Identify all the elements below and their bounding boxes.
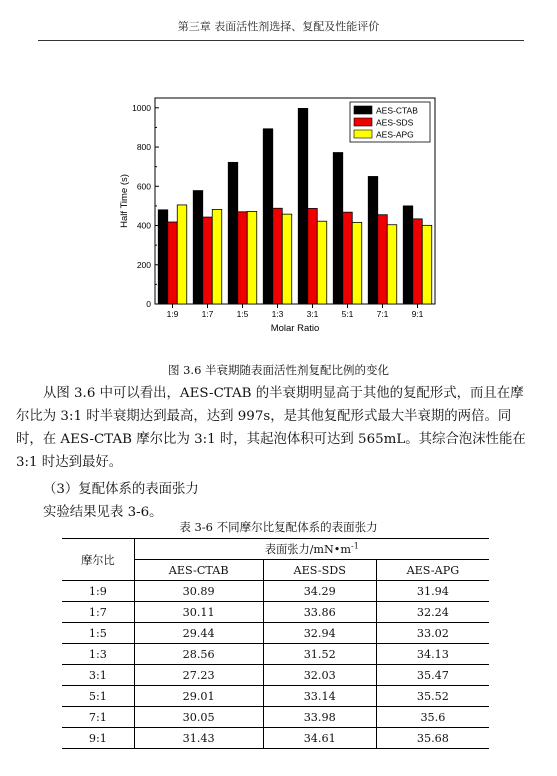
table-cell: 27.23: [134, 665, 263, 686]
table-cell: 29.44: [134, 623, 263, 644]
table-cell-ratio: 9:1: [62, 728, 134, 749]
column-header: AES-APG: [376, 560, 489, 581]
legend-swatch: [354, 130, 372, 138]
bar: [263, 129, 273, 304]
table-cell: 32.03: [263, 665, 376, 686]
y-axis-label: Half Time (s): [119, 174, 130, 228]
table-cell: 33.02: [376, 623, 489, 644]
legend-label: AES-APG: [376, 129, 414, 140]
bar: [273, 208, 283, 304]
table-cell-ratio: 1:7: [62, 602, 134, 623]
x-tick-label: 7:1: [376, 309, 389, 319]
bar: [333, 153, 343, 304]
table-row: [62, 623, 489, 644]
x-tick-label: 1:3: [271, 309, 284, 319]
bar: [378, 215, 388, 304]
column-header: AES-SDS: [263, 560, 376, 581]
table-row: [62, 644, 489, 665]
table-cell: 31.43: [134, 728, 263, 749]
x-tick-label: 5:1: [341, 309, 354, 319]
legend-swatch: [354, 118, 372, 126]
table-cell-ratio: 1:9: [62, 581, 134, 602]
bar: [413, 219, 423, 304]
y-tick-label: 400: [136, 220, 151, 231]
table-cell-ratio: 5:1: [62, 686, 134, 707]
section-subheading: （3）复配体系的表面张力: [43, 482, 199, 497]
legend-label: AES-CTAB: [376, 105, 418, 116]
table-cell: 30.89: [134, 581, 263, 602]
table-row: [62, 602, 489, 623]
table-cell: 30.11: [134, 602, 263, 623]
bar: [177, 205, 187, 304]
figure-caption: 图 3.6 半衰期随表面活性剂复配比例的变化: [167, 363, 390, 377]
table-cell: 32.24: [376, 602, 489, 623]
x-tick-label: 9:1: [411, 309, 424, 319]
legend-label: AES-SDS: [376, 117, 414, 128]
bar: [238, 212, 248, 304]
bar: [403, 206, 413, 304]
bar: [228, 162, 238, 304]
half-time-bar-chart: [0, 0, 557, 345]
bar: [298, 108, 308, 304]
table-cell: 34.13: [376, 644, 489, 665]
table-cell-ratio: 1:5: [62, 623, 134, 644]
y-tick-label: 200: [136, 259, 151, 270]
table-cell-ratio: 1:3: [62, 644, 134, 665]
y-tick-label: 600: [136, 181, 151, 192]
table-cell: 29.01: [134, 686, 263, 707]
y-tick-label: 0: [146, 299, 151, 309]
paragraph-analysis-text: 从图 3.6 中可以看出，AES-CTAB 的半衰期明显高于其他的复配形式，而且在摩尔比为 3:1 时半衰期达到最高，达到 997s，是其他复配形式最大半衰期的两倍。同时，在 AES-CTAB 摩尔比为 3:1 时，其起泡体积可达到 565mL。其综合泡沫性能在 3:1 时达到最好。: [16, 386, 526, 470]
bar: [368, 176, 378, 304]
x-tick-label: 3:1: [306, 309, 319, 319]
paragraph-table-ref: 实验结果见表 3-6。: [43, 505, 163, 520]
bar: [352, 222, 362, 304]
column-header: AES-CTAB: [134, 560, 263, 581]
bar: [193, 191, 203, 304]
bar: [158, 210, 168, 304]
bar: [168, 222, 178, 304]
bar: [282, 214, 292, 304]
y-tick-label: 1000: [132, 102, 151, 113]
table-row: [62, 728, 489, 749]
bar: [422, 225, 432, 304]
x-tick-label: 1:7: [201, 309, 214, 319]
bar: [343, 212, 353, 304]
table-row: [62, 707, 489, 728]
surface-tension-table: [62, 538, 489, 749]
bar: [317, 221, 327, 304]
bar: [212, 209, 222, 304]
table-cell-ratio: 7:1: [62, 707, 134, 728]
table-cell: 33.98: [263, 707, 376, 728]
page-header: 第三章 表面活性剂选择、复配及性能评价: [177, 20, 380, 33]
table-cell: 34.29: [263, 581, 376, 602]
table-cell: 30.05: [134, 707, 263, 728]
row-header-molar-ratio: 摩尔比: [62, 539, 134, 581]
table-cell: 31.52: [263, 644, 376, 665]
table-cell: 35.52: [376, 686, 489, 707]
x-tick-label: 1:9: [166, 309, 179, 319]
table-caption: 表 3-6 不同摩尔比复配体系的表面张力: [179, 520, 378, 534]
bar: [247, 211, 257, 304]
table-cell: 34.61: [263, 728, 376, 749]
table-row: [62, 665, 489, 686]
table-cell: 32.94: [263, 623, 376, 644]
table-cell: 33.86: [263, 602, 376, 623]
table-cell: 28.56: [134, 644, 263, 665]
bar: [387, 225, 397, 304]
x-axis-label: Molar Ratio: [270, 323, 320, 334]
table-row: [62, 686, 489, 707]
paragraph-analysis: [16, 382, 536, 474]
x-tick-label: 1:5: [236, 309, 249, 319]
table-cell-ratio: 3:1: [62, 665, 134, 686]
group-header-text: 表面张力/mN•m: [264, 543, 352, 556]
legend-swatch: [354, 106, 372, 114]
table-cell: 35.47: [376, 665, 489, 686]
table-cell: 31.94: [376, 581, 489, 602]
bar: [308, 208, 318, 304]
bar: [203, 217, 213, 304]
y-tick-label: 800: [136, 142, 151, 153]
group-header-surface-tension: [134, 539, 489, 560]
group-header-superscript: -1: [351, 541, 359, 551]
table-row: [62, 581, 489, 602]
table-cell: 33.14: [263, 686, 376, 707]
table-cell: 35.68: [376, 728, 489, 749]
table-cell: 35.6: [376, 707, 489, 728]
